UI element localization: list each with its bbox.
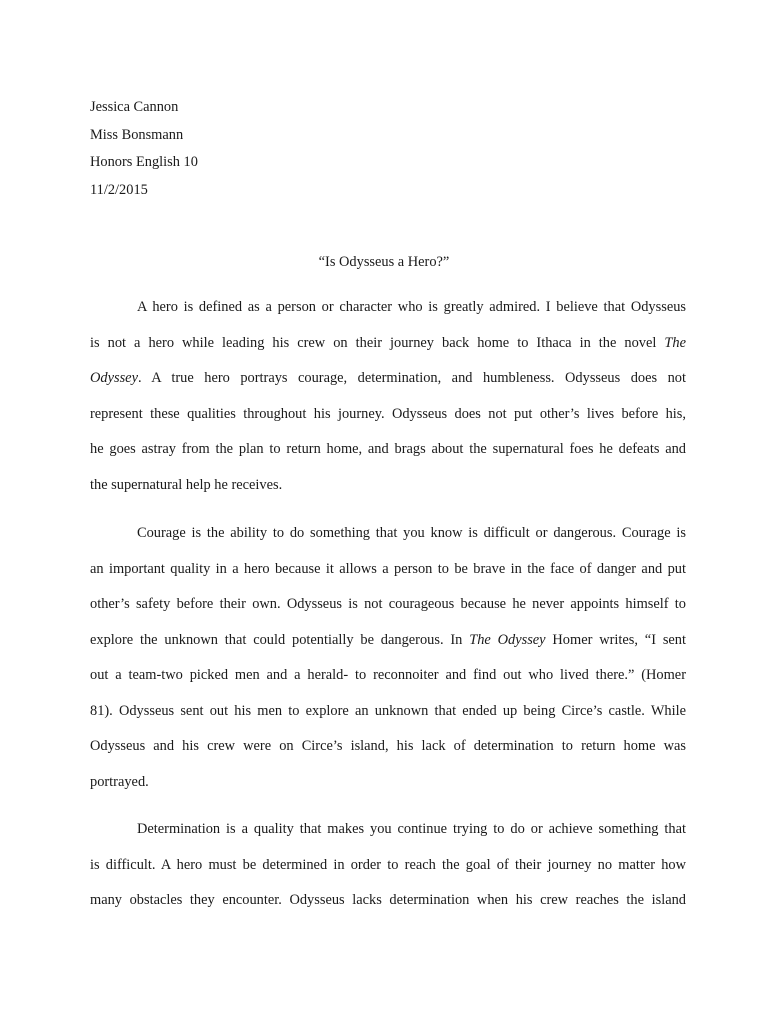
paragraph-line	[90, 368, 686, 404]
paragraph-line: he goes astray from the plan to return home, and brags about the supernatural foes he defeats and	[90, 441, 686, 457]
paragraph-courage	[90, 523, 686, 807]
teacher-name: Miss Bonsmann	[90, 126, 184, 143]
heading-block	[90, 94, 198, 204]
book-title-italic: Odyssey	[90, 370, 138, 386]
paragraph-line: other’s safety before their own. Odysseus is not courageous because he never appoints himself to	[90, 596, 686, 612]
paragraph-line: Courage is the ability to do something that you know is difficult or dangerous. Courage is	[137, 525, 686, 541]
author-name: Jessica Cannon	[90, 99, 179, 115]
date: 11/2/2015	[90, 181, 148, 198]
text-segment: . A true hero portrays courage, determination, and humbleness. Odysseus does not	[137, 370, 686, 386]
text-segment: Homer writes, “I sent	[545, 631, 686, 648]
essay-title: “Is Odysseus a Hero?”	[318, 254, 450, 270]
paragraph-line	[90, 333, 686, 369]
paragraph-line: A hero is defined as a person or character who is greatly admired. I believe that Odysseus	[137, 299, 686, 315]
paragraph-line: represent these qualities throughout his journey. Odysseus does not put other’s lives before his,	[90, 405, 686, 422]
paragraph-intro	[90, 297, 686, 510]
paragraph-line: an important quality in a hero because it allows a person to be brave in the face of danger and put	[90, 560, 686, 577]
paragraph-line	[90, 630, 686, 666]
book-title-italic: The Odyssey	[469, 631, 546, 648]
paragraph-line: out a team-two picked men and a herald- to reconnoiter and find out who lived there.” (Homer	[90, 667, 686, 683]
course-name: Honors English 10	[90, 154, 198, 170]
paragraph-line: portrayed.	[90, 773, 149, 790]
text-segment: is not a hero while leading his crew on their journey back home to Ithaca in the novel	[90, 334, 665, 351]
paragraph-line: 81). Odysseus sent out his men to explore an unknown that ended up being Circe’s castle. While	[90, 702, 686, 719]
paragraph-line: the supernatural help he receives.	[90, 476, 283, 493]
paragraph-determination	[90, 819, 686, 926]
book-title-italic: The	[664, 334, 686, 351]
paragraph-line: is difficult. A hero must be determined in order to reach the goal of their journey no matter how	[90, 856, 686, 873]
text-segment: explore the unknown that could potentially be dangerous. In	[90, 631, 470, 648]
paragraph-line: many obstacles they encounter. Odysseus lacks determination when his crew reaches the island	[90, 892, 686, 908]
paragraph-line: Odysseus and his crew were on Circe’s island, his lack of determination to return home was	[90, 738, 686, 754]
paragraph-line: Determination is a quality that makes you continue trying to do or achieve something that	[137, 821, 686, 837]
